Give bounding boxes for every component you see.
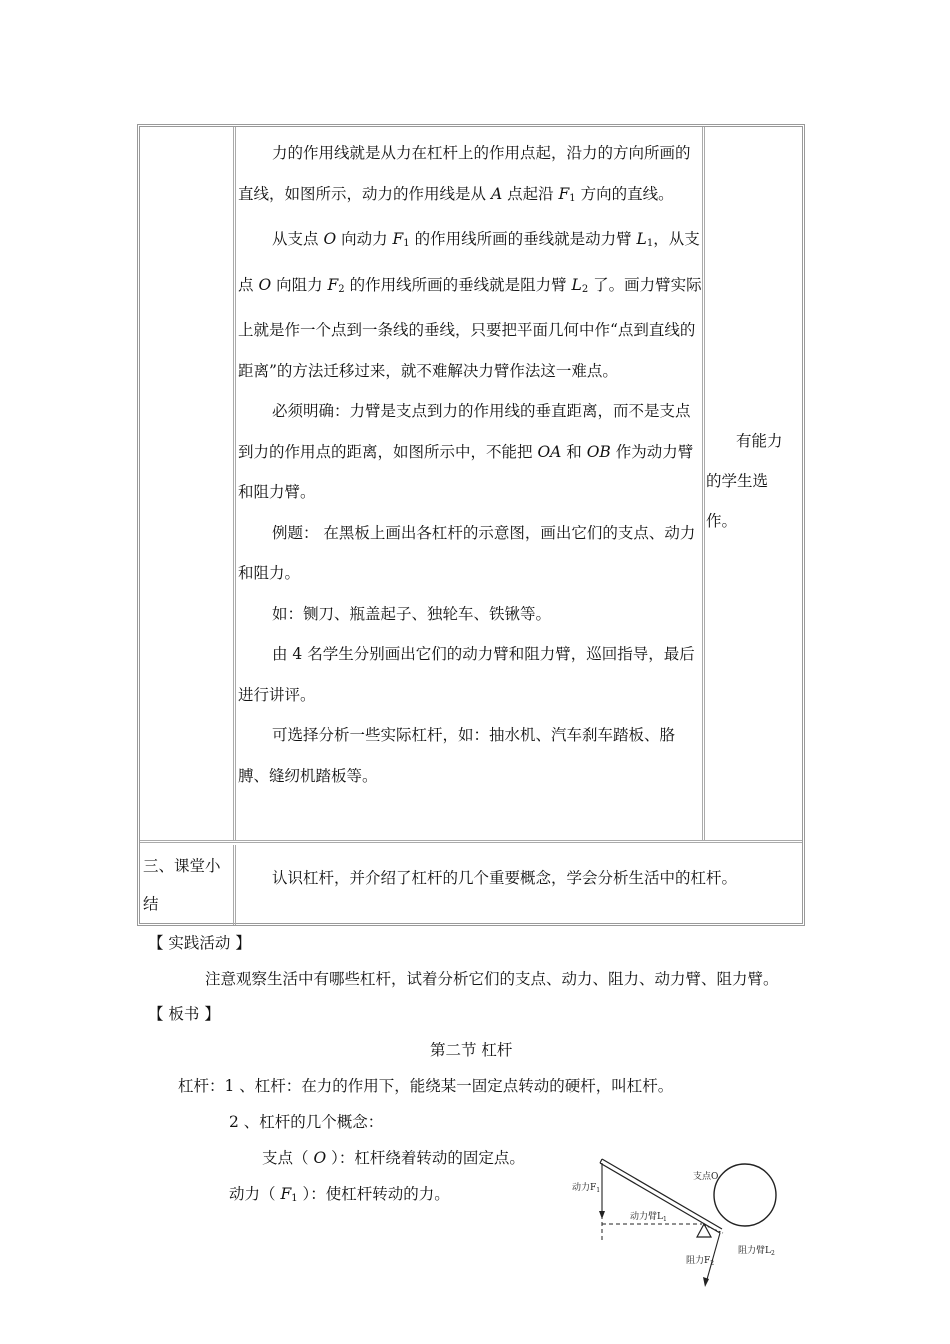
italic-symbol: O [313, 1149, 327, 1167]
note-line: 的学生选 [706, 472, 769, 490]
subscript-text: 2 [581, 283, 589, 295]
board-effort [229, 1179, 450, 1214]
subscript-text: 1 [291, 1193, 298, 1204]
subscript-text: 1 [403, 238, 410, 249]
board-line-concepts: 2 、杠杆的几个概念： [229, 1113, 384, 1131]
content-paragraph [238, 594, 703, 635]
summary-label-cell [143, 847, 233, 923]
practice-text: 注意观察生活中有哪些杠杆，试着分析它们的支点、动力、阻力、动力臂、阻力臂。 [205, 970, 779, 988]
lesson-table [137, 124, 805, 926]
content-paragraph [238, 715, 703, 796]
italic-symbol: O [258, 275, 272, 294]
summary-label-line: 结 [143, 895, 159, 913]
resistance-arrowhead [703, 1277, 709, 1287]
board-fulcrum [262, 1143, 525, 1173]
board-title: 第二节 杠杆 [430, 1041, 513, 1059]
subscript-text: 1 [646, 238, 654, 249]
text-run: 可选择分析一些实际杠杆，如：抽水机、汽车刹车踏板、胳膊、缝纫机踏板等。 [238, 726, 676, 785]
italic-symbol: F [392, 230, 404, 248]
text-run: ）：杠杆绕着转动的固定点。 [326, 1149, 525, 1167]
summary-label-line: 三、课堂小 [143, 857, 221, 875]
text-run: 必须明确：力臂是支点到力的作用线的垂直距离，而不是支点到力的作用点的距离，如图所示中，不能把 [238, 402, 691, 461]
table-divider [233, 845, 236, 925]
teacher-note-cell [706, 421, 796, 541]
content-paragraph [238, 219, 703, 391]
lever-bar-end [600, 1159, 602, 1163]
text-run: 的作用线所画的垂线就是阻力臂 [344, 275, 572, 294]
text-run: 支点（ [262, 1149, 314, 1167]
text-run: 动力（ [229, 1185, 281, 1203]
text-run: 作为动力臂和阻力臂。 [238, 442, 694, 501]
text-run: 例题： 在黑板上画出各杠杆的示意图，画出它们的支点、动力和阻力。 [238, 523, 696, 582]
text-run: 力的作用线就是从力在杠杆上的作用点起，沿力的方向所画的直线，如图所示，动力的作用线是从 [238, 144, 691, 203]
italic-symbol: F [558, 184, 570, 203]
text-run: 向动力 [336, 230, 393, 248]
board-line-definition: 杠杆：1 、杠杆：在力的作用下，能绕某一固定点转动的硬杆，叫杠杆。 [178, 1077, 674, 1095]
content-paragraph [238, 133, 703, 219]
note-line: 有能力 [736, 432, 783, 450]
italic-symbol: A [490, 184, 503, 203]
text-run: 如：铡刀、瓶盖起子、独轮车、铁锹等。 [272, 604, 552, 623]
label-resistance-arm: 阻力臂$L_2$ [738, 1246, 775, 1257]
text-run: 由 4 名学生分别画出它们的动力臂和阻力臂，巡回指导，最后进行讲评。 [238, 645, 695, 704]
italic-symbol: OA [537, 442, 562, 461]
text-run: 点起沿 [502, 184, 559, 203]
table-divider [140, 840, 802, 843]
text-run: 的作用线所画的垂线就是动力臂 [409, 230, 637, 248]
content-paragraph [238, 513, 703, 594]
italic-symbol: F [327, 275, 339, 294]
summary-text: 认识杠杆，并介绍了杠杆的几个重要概念，学会分析生活中的杠杆。 [272, 869, 738, 887]
text-run: 了。画力臂实际上就是作一个点到一条线的垂线，只要把平面几何中作“点到直线的距离”的方法迁移过来，就不难解决力臂作法这一难点。 [238, 275, 702, 380]
content-paragraph [238, 391, 703, 513]
text-run: ）：使杠杆转动的力。 [297, 1185, 450, 1203]
lesson-content-cell [238, 133, 703, 796]
table-divider [233, 127, 236, 841]
practice-heading: 【 实践活动 】 [148, 934, 251, 952]
text-run: 向阻力 [271, 275, 328, 294]
label-fulcrum: 支点O [693, 1172, 719, 1182]
text-run: 从支点 [272, 230, 324, 248]
italic-symbol: OB [586, 442, 611, 461]
italic-symbol: O [323, 230, 337, 248]
italic-symbol: L [571, 275, 582, 294]
label-effort-arm: 动力臂$L_1$ [630, 1212, 667, 1223]
text-run: 方向的直线。 [575, 184, 674, 203]
content-paragraph [238, 634, 703, 715]
subscript-text: 1 [569, 192, 576, 204]
label-resistance: 阻力$F_2$ [686, 1256, 715, 1267]
board-heading: 【 板书 】 [148, 1005, 220, 1023]
note-line: 作。 [706, 512, 738, 530]
italic-symbol: L [636, 230, 647, 248]
label-effort: 动力$F_1$ [572, 1183, 601, 1194]
text-run: 和 [561, 442, 587, 461]
text-run: ，从支点 [238, 230, 700, 294]
load-circle [714, 1164, 776, 1226]
subscript-text: 2 [338, 283, 345, 295]
italic-symbol: F [280, 1185, 292, 1203]
lever-diagram [570, 1157, 790, 1297]
